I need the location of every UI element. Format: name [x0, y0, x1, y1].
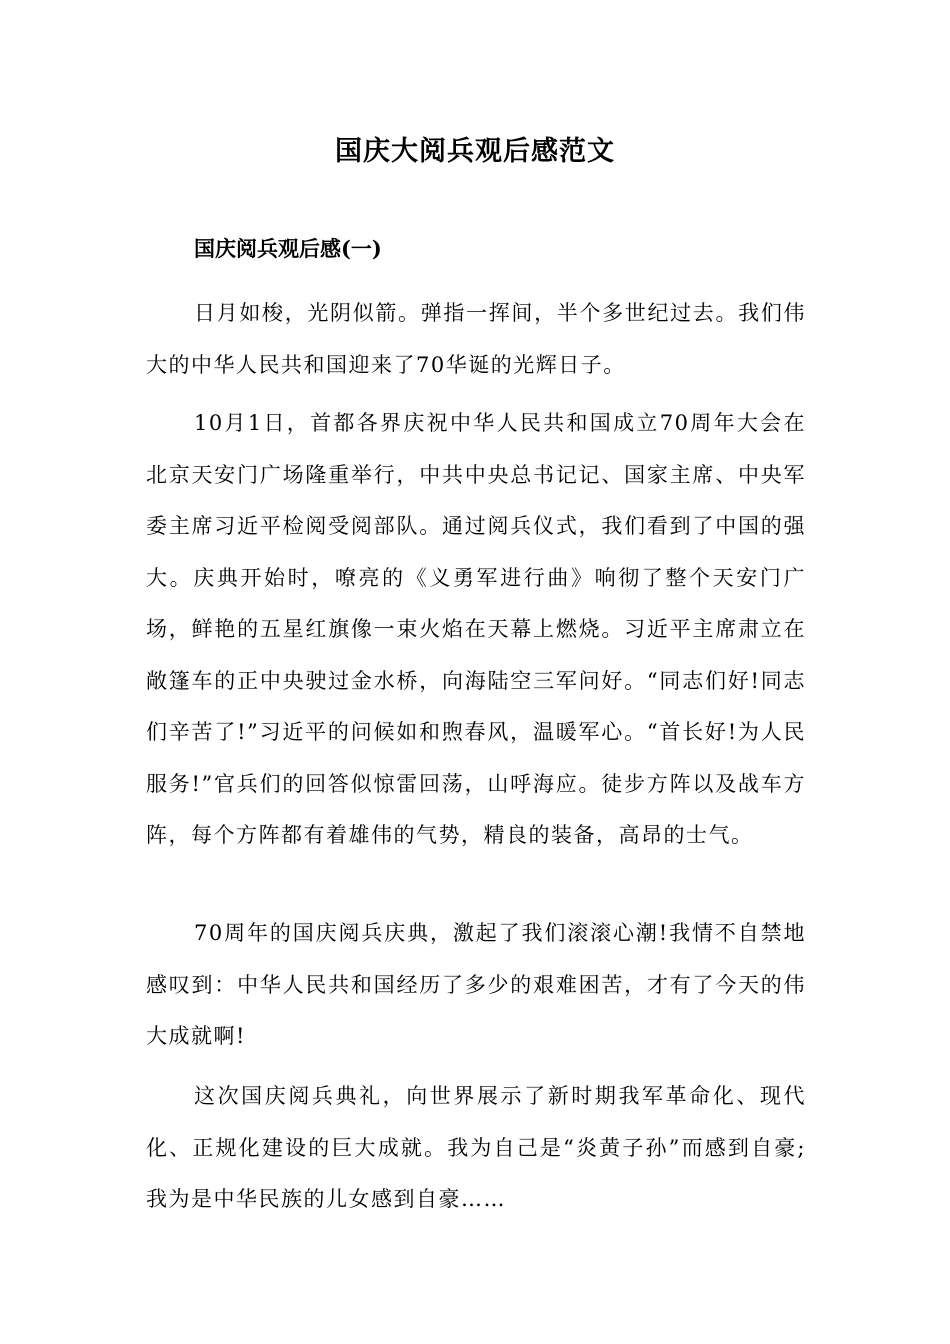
paragraph-2: 10月1日，首都各界庆祝中华人民共和国成立70周年大会在北京天安门广场隆重举行，中共中央总书记记、国家主席、中央军委主席习近平检阅受阅部队。通过阅兵仪式，我们看到了中国的强大。庆典开始时，嘹亮的《义勇军进行曲》响彻了整个天安门广场，鲜艳的五星红旗像一束火焰在天幕上燃烧。习近平主席肃立在敞篷车的正中央驶过金水桥，向海陆空三军问好。“同志们好!同志们辛苦了!”习近平的问候如和煦春风，温暖军心。“首长好!为人民服务!”官兵们的回答似惊雷回荡，山呼海应。徒步方阵以及战车方阵，每个方阵都有着雄伟的气势，精良的装备，高昂的士气。 [146, 411, 806, 847]
paragraph-4: 这次国庆阅兵典礼，向世界展示了新时期我军革命化、现代化、正规化建设的巨大成就。我为自己是“炎黄子孙”而感到自豪;我为是中华民族的儿女感到自豪…… [146, 1084, 806, 1211]
section-heading: 国庆阅兵观后感(一) [194, 236, 382, 261]
paragraph-3: 70周年的国庆阅兵庆典，激起了我们滚滚心潮!我情不自禁地感叹到：中华人民共和国经历了多少的艰难困苦，才有了今天的伟大成就啊! [146, 921, 806, 1048]
paragraph-1: 日月如梭，光阴似箭。弹指一挥间，半个多世纪过去。我们伟大的中华人民共和国迎来了70华诞的光辉日子。 [146, 301, 806, 377]
document-title: 国庆大阅兵观后感范文 [335, 136, 615, 167]
